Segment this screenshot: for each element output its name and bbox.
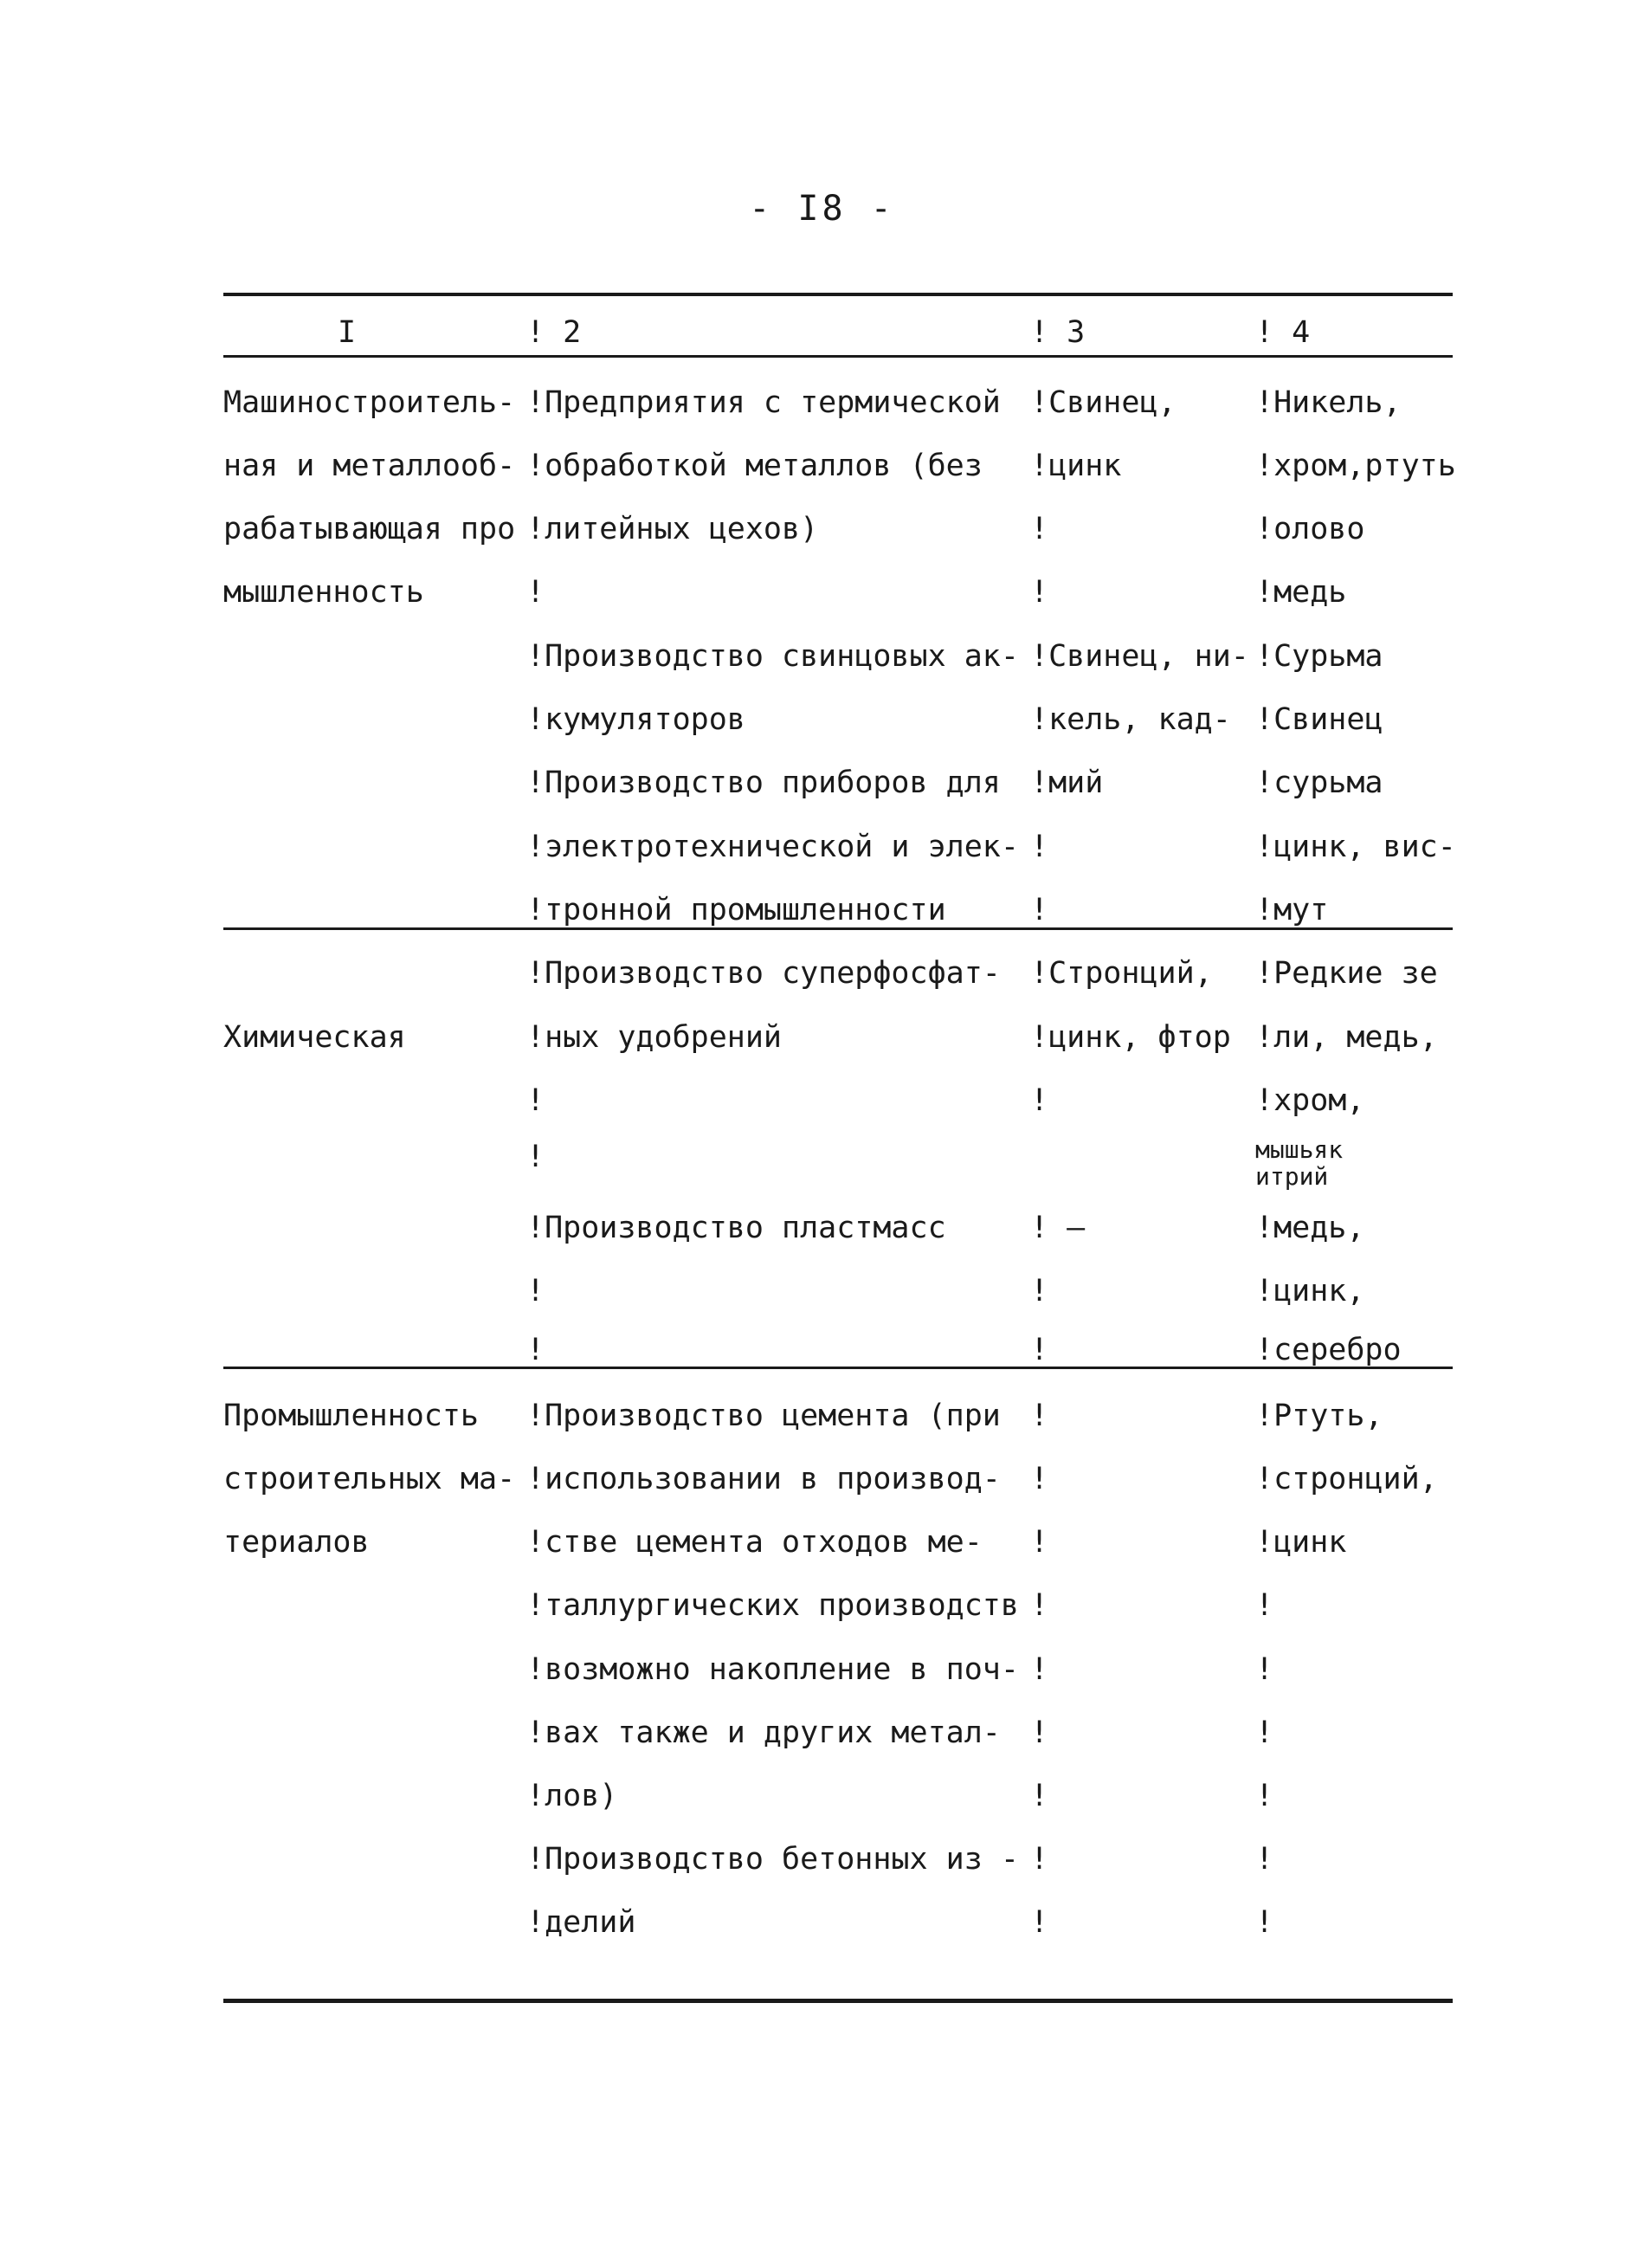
table-cell-col-3: !мий (1030, 766, 1104, 800)
table-cell-col-3: ! (1030, 1842, 1049, 1877)
table-cell-col-3: ! (1030, 1905, 1049, 1940)
header-col-2: ! 2 (526, 315, 582, 350)
table-cell-col-2: !вах также и других метал- (526, 1716, 1001, 1750)
header-col-3: ! 3 (1030, 315, 1086, 350)
table-cell-col-3: ! (1030, 1399, 1049, 1433)
table-cell-col-1: териалов (223, 1525, 370, 1560)
table-cell-col-4: !олово (1255, 512, 1365, 546)
table-cell-col-2: !использовании в производ- (526, 1462, 1001, 1496)
header-col-1: I (338, 315, 357, 350)
table-cell-col-4: !медь, (1255, 1211, 1365, 1245)
table-cell-col-2: !Производство цемента (при (526, 1399, 1001, 1433)
table-cell-col-2: ! (526, 1083, 545, 1118)
table-cell-col-3: ! (1030, 512, 1049, 546)
table-cell-col-3: ! (1030, 1462, 1049, 1496)
table-cell-col-3: ! (1030, 575, 1049, 610)
table-cell-col-2: !Производство приборов для (526, 766, 1001, 800)
table-cell-col-1: Химическая (223, 1020, 406, 1055)
header-rule (223, 355, 1453, 358)
table-cell-col-4: итрий (1255, 1162, 1329, 1191)
table-cell-col-3: ! (1030, 1083, 1049, 1118)
table-cell-col-3: ! (1030, 1525, 1049, 1560)
table-cell-col-3: ! (1030, 1716, 1049, 1750)
table-cell-col-2: !Предприятия с термической (526, 385, 1001, 420)
table-cell-col-3: ! (1030, 1779, 1049, 1813)
table-cell-col-2: !кумуляторов (526, 702, 745, 737)
table-cell-col-4: ! (1255, 1652, 1274, 1687)
table-cell-col-2: !Производство суперфосфат- (526, 956, 1001, 991)
table-cell-col-4: !Сурьма (1255, 639, 1383, 674)
table-cell-col-3: ! (1030, 1274, 1049, 1308)
table-cell-col-2: !Производство пластмасс (526, 1211, 946, 1245)
table-cell-col-3: ! (1030, 830, 1049, 864)
table-cell-col-3: !кель, кад- (1030, 702, 1231, 737)
bottom-rule (223, 1999, 1453, 2003)
table-cell-col-4: !сурьма (1255, 766, 1383, 800)
table-cell-col-1: Машиностроитель- (223, 385, 516, 420)
table-cell-col-4: !стронций, (1255, 1462, 1438, 1496)
table-cell-col-2: ! (526, 1140, 545, 1174)
table-cell-col-4: !цинк, (1255, 1274, 1365, 1308)
table-cell-col-1: ная и металлооб- (223, 449, 516, 483)
table-cell-col-2: !Производство бетонных из - (526, 1842, 1019, 1877)
table-cell-col-1: строительных ма- (223, 1462, 516, 1496)
table-cell-col-4: ! (1255, 1905, 1274, 1940)
table-cell-col-2: ! (526, 1333, 545, 1367)
table-cell-col-2: !стве цемента отходов ме- (526, 1525, 983, 1560)
table-cell-col-4: !Свинец (1255, 702, 1383, 737)
table-cell-col-3: ! (1030, 1333, 1049, 1367)
table-cell-col-4: !цинк, вис- (1255, 830, 1456, 864)
table-cell-col-4: ! (1255, 1588, 1274, 1623)
table-cell-col-4: ! (1255, 1779, 1274, 1813)
table-cell-col-2: !делий (526, 1905, 636, 1940)
table-cell-col-4: !ли, медь, (1255, 1020, 1438, 1055)
table-cell-col-3: !Свинец, ни- (1030, 639, 1249, 674)
table-cell-col-2: !лов) (526, 1779, 618, 1813)
table-cell-col-3: ! (1030, 893, 1049, 927)
top-rule (223, 293, 1453, 296)
table-cell-col-3: !Стронций, (1030, 956, 1213, 991)
table-cell-col-2: !возможно накопление в поч- (526, 1652, 1019, 1687)
table-cell-col-4: !мут (1255, 893, 1329, 927)
table-cell-col-4: !Редкие зе (1255, 956, 1438, 991)
table-cell-col-4: !Ртуть, (1255, 1399, 1383, 1433)
table-cell-col-3: ! – (1030, 1211, 1086, 1245)
table-cell-col-3: ! (1030, 1588, 1049, 1623)
table-cell-col-2: ! (526, 1274, 545, 1308)
table-cell-col-4: !Никель, (1255, 385, 1402, 420)
page-number: - I8 - (749, 189, 895, 229)
table-cell-col-4: !хром,ртуть (1255, 449, 1456, 483)
table-cell-col-4: ! (1255, 1716, 1274, 1750)
table-cell-col-4: !серебро (1255, 1333, 1402, 1367)
table-cell-col-3: ! (1030, 1652, 1049, 1687)
table-cell-col-4: !хром, (1255, 1083, 1365, 1118)
table-cell-col-2: !тронной промышленности (526, 893, 946, 927)
table-cell-col-2: !ных удобрений (526, 1020, 783, 1055)
table-cell-col-2: !электротехнической и элек- (526, 830, 1019, 864)
table-cell-col-3: !Свинец, (1030, 385, 1177, 420)
table-cell-col-4: ! (1255, 1842, 1274, 1877)
table-cell-col-2: !литейных цехов) (526, 512, 819, 546)
table-cell-col-2: ! (526, 575, 545, 610)
table-cell-col-2: !Производство свинцовых ак- (526, 639, 1019, 674)
table-cell-col-1: мышленность (223, 575, 424, 610)
table-cell-col-4: мышьяк (1255, 1135, 1344, 1164)
table-cell-col-1: Промышленность (223, 1399, 480, 1433)
table-cell-col-1: рабатывающая про (223, 512, 516, 546)
table-cell-col-2: !таллургических производств (526, 1588, 1019, 1623)
table-cell-col-3: !цинк, фтор (1030, 1020, 1231, 1055)
table-cell-col-4: !медь (1255, 575, 1347, 610)
table-cell-col-3: !цинк (1030, 449, 1122, 483)
table-cell-col-2: !обработкой металлов (без (526, 449, 983, 483)
table-cell-col-4: !цинк (1255, 1525, 1347, 1560)
header-col-4: ! 4 (1255, 315, 1311, 350)
